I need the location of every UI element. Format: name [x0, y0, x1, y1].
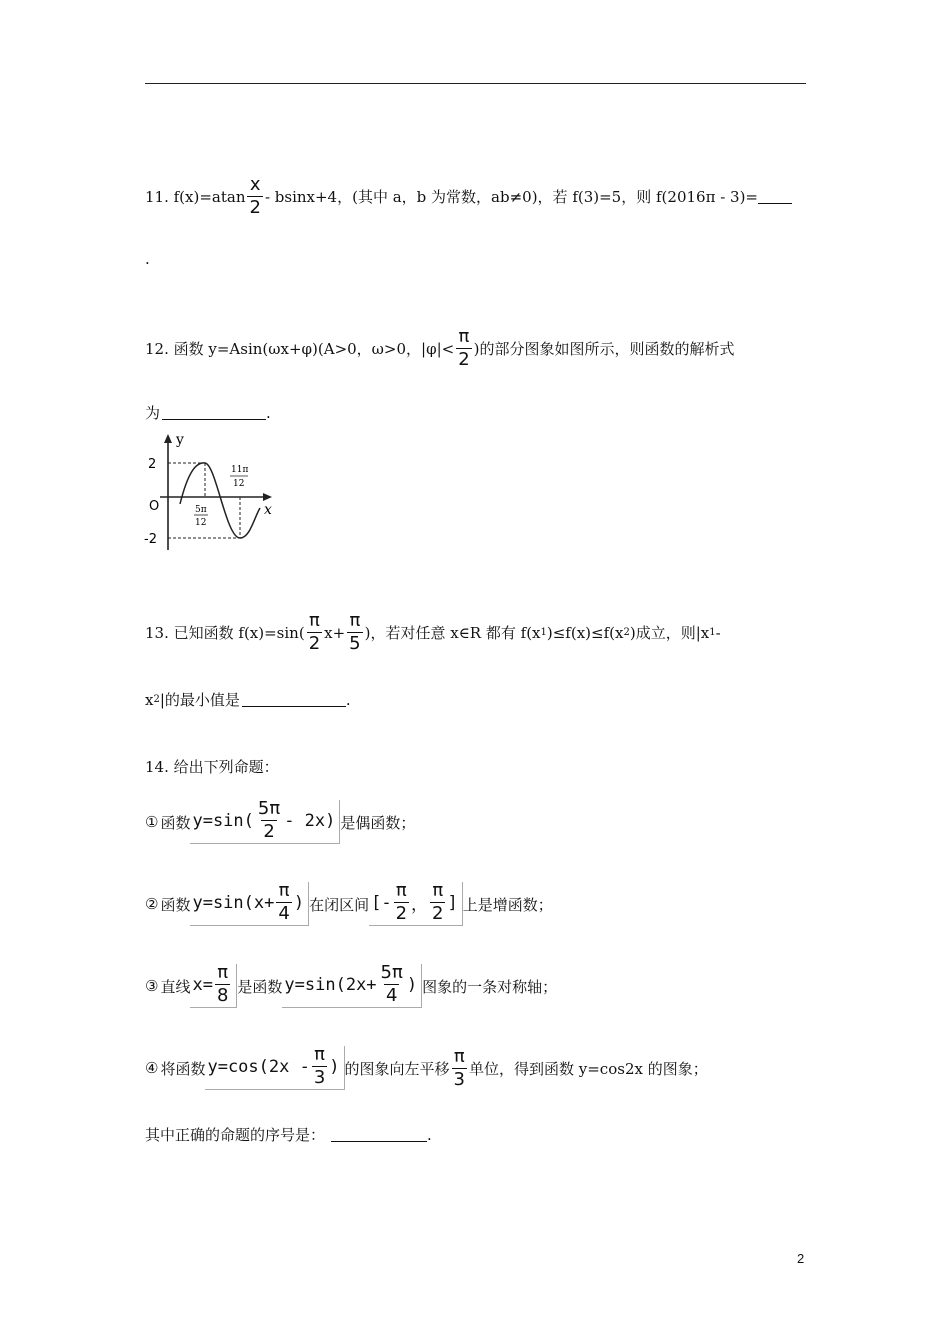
y-min-label: -2 [144, 532, 157, 547]
mark2-num: 11π [231, 465, 249, 475]
q12-frac-num: π [458, 326, 470, 347]
page-number: 2 [797, 1251, 805, 1266]
p2-int-post: ] [447, 892, 458, 913]
q14-answer-end: . [427, 1125, 432, 1144]
q13-mid: x+ [324, 623, 346, 642]
mark1-den: 12 [195, 518, 207, 528]
q12-line2-end: . [266, 403, 271, 422]
p2-mid: 在闭区间 [309, 895, 370, 914]
q13-suffix4: - [715, 623, 721, 642]
p2-int-f1-den: 2 [395, 903, 408, 924]
q14-answer-blank[interactable] [331, 1127, 427, 1142]
question-12 [145, 328, 735, 369]
q13-answer-blank[interactable] [242, 692, 346, 707]
q13-sub2: 2 [623, 627, 630, 638]
p2-expr-post: ) [293, 892, 305, 913]
p2-mark: ② [145, 895, 159, 913]
p4-frac-num: π [314, 1044, 325, 1065]
q13-line2-pre: x [145, 690, 154, 709]
question-11 [145, 176, 792, 217]
p2-expr-pre: y=sin(x+ [192, 892, 275, 913]
p2-pre: 函数 [160, 895, 191, 914]
q13-suffix3: )成立，则|x [629, 624, 710, 642]
p2-int-f1-num: π [395, 880, 407, 901]
q11-prefix: 11. f(x)=atan [145, 187, 246, 206]
p4-pre: 将函数 [160, 1059, 206, 1078]
p4-frac-den: 3 [313, 1067, 326, 1088]
y-axis-label: y [176, 432, 184, 448]
q12-prefix: 12. 函数 y=Asin(ωx+φ)(A>0，ω>0，|φ|< [145, 340, 455, 358]
p4-shift-den: 3 [453, 1068, 465, 1090]
p1-frac-num: 5π [257, 798, 281, 819]
y-max-label: 2 [148, 457, 157, 472]
p3-expression [282, 964, 422, 1008]
q13-sub3: 1 [709, 627, 716, 638]
p4-mark: ④ [145, 1059, 159, 1077]
q13-sub1: 1 [540, 627, 547, 638]
q13-frac2-num: π [349, 610, 361, 631]
q11-fraction [247, 176, 262, 217]
p2-interval [369, 882, 463, 926]
p3-mark: ③ [145, 977, 159, 995]
q13-suffix2: )≤f(x)≤f(x [546, 623, 624, 642]
q12-fraction [456, 328, 471, 369]
q11-suffix: - bsinx+4，(其中 a，b 为常数，ab≠0)，若 f(3)=5，则 f(2016π - 3)= [264, 188, 758, 206]
q14-proposition-2 [145, 882, 553, 926]
p3-x-num: π [217, 962, 229, 983]
p4-fraction [312, 1046, 327, 1087]
q13-suffix: )，若对任意 x∈R 都有 f(x [364, 624, 541, 642]
q14-proposition-3 [145, 964, 557, 1008]
q14-title: 14. 给出下列命题： [145, 758, 279, 776]
q11-frac-num: x [249, 174, 261, 195]
p3-post: 图象的一条对称轴； [422, 977, 558, 996]
p1-expr-post: - 2x) [284, 810, 336, 831]
p4-post: 单位，得到函数 y=cos2x 的图象； [469, 1059, 708, 1078]
p3-expr-post: ) [406, 974, 418, 995]
p3-fraction [379, 964, 405, 1005]
p1-expr-pre: y=sin( [192, 810, 254, 831]
q13-frac1-den: 2 [308, 633, 321, 654]
p2-fraction [276, 882, 291, 923]
p2-int-frac-1 [394, 882, 409, 923]
y-axis-arrow [164, 434, 172, 443]
x-axis-arrow [263, 493, 272, 501]
p2-int-comma: ， [411, 895, 429, 915]
p2-int-pre: [- [371, 892, 392, 913]
q11-tail-line [145, 250, 150, 268]
p3-line-expression [190, 964, 237, 1008]
p4-expression [205, 1046, 344, 1090]
p4-shift-fraction [452, 1045, 467, 1090]
q14-proposition-4 [145, 1046, 708, 1090]
q11-frac-den: 2 [249, 197, 261, 218]
p2-expression [190, 882, 309, 926]
p4-shift-num: π [453, 1045, 465, 1067]
p1-fraction [256, 800, 282, 841]
x-axis-label: x [264, 502, 272, 518]
header-rule [145, 83, 806, 84]
q13-prefix: 13. 已知函数 f(x)=sin( [145, 624, 305, 642]
p2-int-f2-den: 2 [432, 903, 444, 924]
p1-mark: ① [145, 813, 159, 831]
origin-label: O [149, 499, 160, 514]
p3-mid: 是函数 [237, 977, 283, 996]
p4-expr-post: ) [329, 1056, 340, 1077]
q13-line2-end: . [345, 690, 351, 709]
q12-suffix: )的部分图象如图所示，则函数的解析式 [473, 340, 735, 358]
p1-frac-den: 2 [263, 821, 275, 842]
q11-answer-blank[interactable] [758, 189, 792, 204]
p1-pre: 函数 [160, 813, 191, 832]
q12-sine-graph [140, 432, 272, 552]
q12-frac-den: 2 [458, 349, 470, 370]
q13-frac2-den: 5 [349, 633, 361, 654]
q13-fraction-2 [347, 612, 362, 653]
q13-frac1-num: π [308, 610, 320, 631]
p3-x-pre: x= [192, 974, 213, 995]
question-14-title [145, 756, 279, 777]
mark2-den: 12 [233, 479, 245, 489]
p2-frac-num: π [278, 880, 290, 901]
p2-frac-den: 4 [278, 903, 290, 924]
p3-frac-den: 4 [385, 985, 398, 1006]
mark1-num: 5π [195, 505, 207, 515]
q13-line2-text: |的最小值是 [159, 691, 240, 709]
q12-line-2 [145, 402, 271, 423]
p4-expr-pre: y=cos(2x - [207, 1056, 310, 1077]
p4-mid: 的图象向左平移 [344, 1059, 450, 1078]
p3-x-den: 8 [216, 985, 229, 1006]
q14-proposition-1 [145, 800, 415, 844]
q13-fraction-1 [307, 612, 322, 653]
q13-line2-sub: 2 [153, 694, 160, 705]
p2-int-f2-num: π [432, 880, 444, 901]
q12-answer-blank[interactable] [162, 405, 266, 420]
p3-x-fraction [215, 964, 230, 1005]
q13-line-2 [145, 689, 351, 710]
p3-frac-num: 5π [380, 962, 403, 983]
p1-expression [190, 800, 340, 844]
q11-tail: . [145, 250, 150, 268]
p3-pre: 直线 [160, 977, 191, 996]
question-13 [145, 612, 721, 653]
p2-post: 上是增函数； [462, 895, 553, 914]
p3-expr-pre: y=sin(2x+ [284, 974, 377, 995]
q14-answer-pre: 其中正确的命题的序号是： [145, 1126, 326, 1144]
p2-int-frac-2 [430, 882, 445, 923]
q14-answer-line [145, 1124, 432, 1145]
p1-post: 是偶函数； [340, 813, 416, 832]
q12-line2-text: 为 [145, 404, 161, 422]
